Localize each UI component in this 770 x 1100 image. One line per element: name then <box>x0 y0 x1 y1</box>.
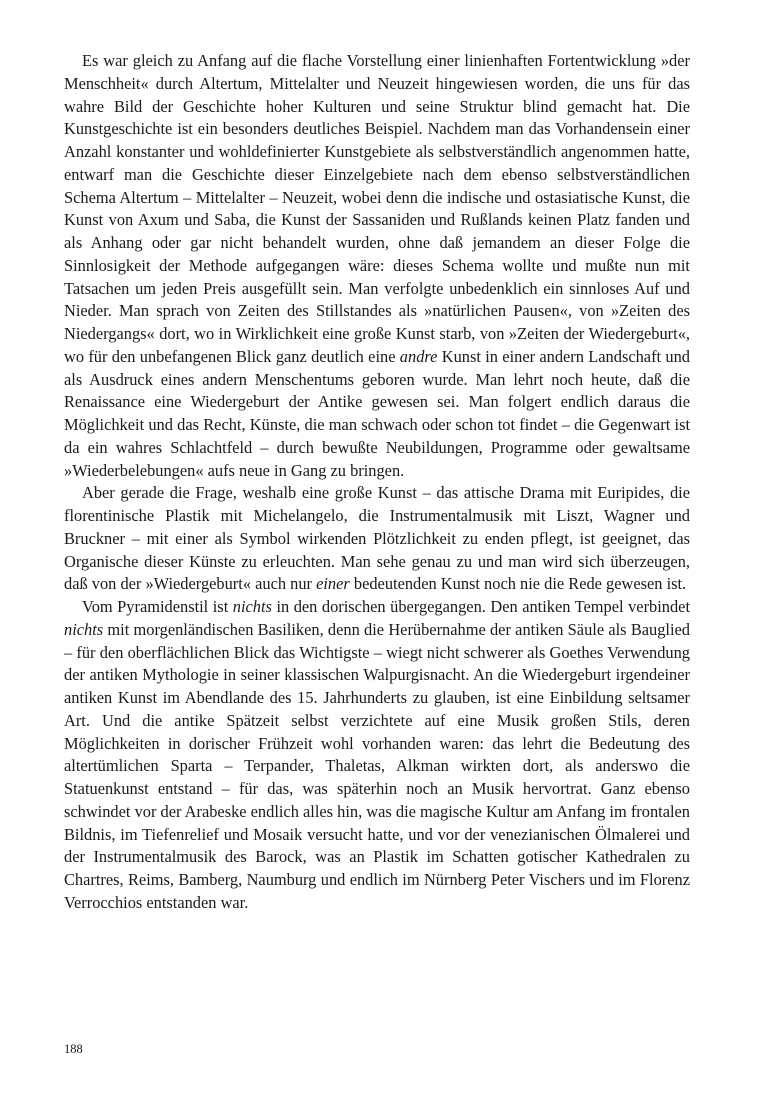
emphasis-text: andre <box>399 346 438 366</box>
paragraph <box>64 596 690 915</box>
text-run: Kunst in einer andern Landschaft und als Ausdruck eines andern Menschentums geboren wurde. Man lehrt noch heute, daß die Renaissance eine Wiedergeburt der Antike gewesen sei. Man folgert endlich daraus die Möglichkeit und das Recht, Künste, die man schwach oder schon tot findet – die Gegenwart ist da ein wahres Schlachtfeld – durch bewußte Neubildungen, Programme oder gewaltsame »Wiederbelebungen« aufs neue in Gang zu bringen. <box>64 346 690 480</box>
text-run: Aber gerade die Frage, weshalb eine große Kunst – das attische Drama mit Euripides, die florentinische Plastik mit Michelangelo, die Instrumentalmusik mit Liszt, Wagner und Bruckner – mit einer als Symbol wirkenden Plötzlichkeit zu enden pflegt, ist geeignet, das Organische dieser Künste zu erleuchten. Man sehe genau zu und man wird sich überzeugen, daß von der »Wiedergeburt« auch nur <box>64 483 690 594</box>
emphasis-text: nichts <box>232 597 272 616</box>
emphasis-text: nichts <box>64 619 104 639</box>
paragraph <box>64 482 690 596</box>
page-number: 188 <box>64 1042 83 1056</box>
text-run: mit morgenländischen Basiliken, denn die Herübernahme der antiken Säule als Bauglied – für den oberflächlichen Blick das Wichtigste – wiegt nicht schwerer als Goethes Verwendung der antiken Mythologie in seiner klassischen Walpurgisnacht. An die Wiedergeburt irgendeiner antiken Kunst im Abendlande des 15. Jahrhunderts zu glauben, ist eine Einbildung seltsamer Art. Und die antike Spätzeit selbst verzichtete auf eine Musik großen Stils, deren Möglichkeiten in dorischer Frühzeit wohl vorhanden waren: das lehrt die Bedeutung des altertümlichen Sparta – Terpander, Thaletas, Alkman wirkten dort, als anderswo die Statuenkunst entstand – für das, was späterhin noch an Musik hervortrat. Ganz ebenso schwindet vor der Arabeske endlich alles hin, was die magische Kultur am Anfang im frontalen Bildnis, im Tiefenrelief und Mosaik versucht hatte, und vor der venezianischen Ölmalerei und der Instrumentalmusik des Barock, was an Plastik im Schatten gotischer Kathedralen zu Chartres, Reims, Bamberg, Naumburg und endlich im Nürnberg Peter Vischers und im Florenz Verrocchios entstanden war. <box>64 619 690 912</box>
paragraph <box>64 50 690 482</box>
text-run: in den dorischen übergegangen. Den antiken Tempel verbindet <box>271 597 690 616</box>
text-run: bedeutenden Kunst noch nie die Rede gewesen ist. <box>349 574 687 594</box>
emphasis-text: einer <box>316 574 350 594</box>
body-text <box>64 50 690 915</box>
text-run: Es war gleich zu Anfang auf die flache Vorstellung einer linienhaften Fortentwicklung »der Menschheit« durch Altertum, Mittelalter und Neuzeit hingewiesen worden, die uns für das wahre Bild der Geschichte hoher Kulturen und seine Struktur blind gemacht hat. Die Kunstgeschichte ist ein besonders deutliches Beispiel. Nachdem man das Vorhandensein einer Anzahl konstanter und wohldefinierter Kunstgebiete als selbstverständlich angenommen hatte, entwarf man die Geschichte dieser Einzelgebiete nach dem ebenso selbstverständlichen Schema Altertum – Mittelalter – Neuzeit, wobei denn die indische und ostasiatische Kunst, die Kunst von Axum und Saba, die Kunst der Sassaniden und Rußlands keinen Platz fanden und als Anhang oder gar nicht behandelt wurden, ohne daß jemandem an dieser Folge die Sinnlosigkeit der Methode aufgegangen wäre: dieses Schema wollte und mußte nun mit Tatsachen um jeden Preis ausgefüllt sein. Man verfolgte unbedenklich ein sinnloses Auf und Nieder. Man sprach von Zeiten des Stillstandes als »natürlichen Pausen«, von »Zeiten des Niedergangs« dort, wo in Wirklichkeit eine große Kunst starb, von »Zeiten der Wiedergeburt«, wo für den unbefangenen Blick ganz deutlich eine <box>64 51 690 366</box>
text-run: Vom Pyramidenstil ist <box>82 597 233 616</box>
